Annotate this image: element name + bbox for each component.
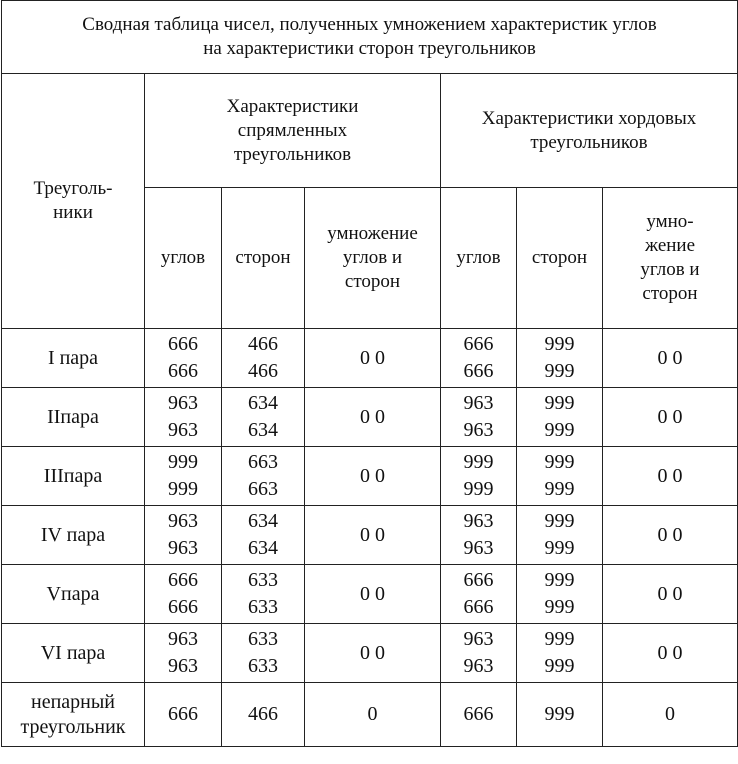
chord-mult-cell: 0 — [603, 683, 738, 747]
straight-angles-cell: 999 999 — [145, 447, 222, 506]
straight-mult-cell: 0 0 — [305, 506, 441, 565]
table-row-unpaired — [2, 683, 738, 747]
straight-mult-cell: 0 0 — [305, 329, 441, 388]
straight-mult-cell: 0 0 — [305, 565, 441, 624]
straight-angles-cell: 963 963 — [145, 624, 222, 683]
pair-label: VI пара — [2, 624, 145, 683]
table-row — [2, 329, 738, 388]
table-row — [2, 565, 738, 624]
table-row — [2, 506, 738, 565]
straight-mult-cell: 0 0 — [305, 388, 441, 447]
title-line-2: на характеристики сторон треугольников — [203, 38, 536, 59]
pair-label: IV пара — [2, 506, 145, 565]
chord-sides-cell: 999 999 — [517, 506, 603, 565]
straight-angles-cell: 666 666 — [145, 329, 222, 388]
chord-sides-cell: 999 999 — [517, 565, 603, 624]
pair-label: I пара — [2, 329, 145, 388]
chord-angles-cell: 666 — [441, 683, 517, 747]
title-line-1: Сводная таблица чисел, полученных умножением характеристик углов — [82, 14, 657, 35]
chord-sides-cell: 999 999 — [517, 447, 603, 506]
chord-sides-cell: 999 — [517, 683, 603, 747]
straight-mult-cell: 0 — [305, 683, 441, 747]
chord-angles-cell: 963 963 — [441, 388, 517, 447]
table-row — [2, 388, 738, 447]
header-straight-triangles: Характеристики спрямленных треугольников — [145, 74, 441, 188]
pair-label: IIпара — [2, 388, 145, 447]
chord-angles-cell: 666 666 — [441, 565, 517, 624]
table-title — [2, 1, 738, 74]
chord-mult-cell: 0 0 — [603, 624, 738, 683]
straight-mult-cell: 0 0 — [305, 624, 441, 683]
chord-angles-cell: 999 999 — [441, 447, 517, 506]
summary-table — [1, 0, 738, 747]
chord-sides-cell: 999 999 — [517, 388, 603, 447]
chord-sides-cell: 999 999 — [517, 329, 603, 388]
straight-angles-cell: 963 963 — [145, 506, 222, 565]
chord-mult-cell: 0 0 — [603, 565, 738, 624]
chord-mult-cell: 0 0 — [603, 506, 738, 565]
pair-label: Vпара — [2, 565, 145, 624]
subheader-angles: углов — [441, 188, 517, 329]
straight-sides-cell: 663 663 — [222, 447, 305, 506]
subheader-sides: сторон — [222, 188, 305, 329]
straight-angles-cell: 666 — [145, 683, 222, 747]
chord-angles-cell: 963 963 — [441, 624, 517, 683]
straight-sides-cell: 634 634 — [222, 388, 305, 447]
straight-angles-cell: 963 963 — [145, 388, 222, 447]
straight-sides-cell: 634 634 — [222, 506, 305, 565]
chord-mult-cell: 0 0 — [603, 329, 738, 388]
chord-angles-cell: 666 666 — [441, 329, 517, 388]
subheader-multiplication: умножение углов и сторон — [305, 188, 441, 329]
straight-sides-cell: 466 — [222, 683, 305, 747]
straight-angles-cell: 666 666 — [145, 565, 222, 624]
subheader-multiplication: умно- жение углов и сторон — [603, 188, 738, 329]
subheader-angles: углов — [145, 188, 222, 329]
straight-sides-cell: 466 466 — [222, 329, 305, 388]
header-triangles: Треуголь- ники — [2, 74, 145, 329]
header-chord-triangles: Характеристики хордовых треугольников — [441, 74, 738, 188]
straight-mult-cell: 0 0 — [305, 447, 441, 506]
table-row — [2, 624, 738, 683]
chord-angles-cell: 963 963 — [441, 506, 517, 565]
pair-label: IIIпара — [2, 447, 145, 506]
subheader-sides: сторон — [517, 188, 603, 329]
straight-sides-cell: 633 633 — [222, 565, 305, 624]
unpaired-label: непарный треугольник — [2, 683, 145, 747]
chord-mult-cell: 0 0 — [603, 447, 738, 506]
chord-mult-cell: 0 0 — [603, 388, 738, 447]
table-row — [2, 447, 738, 506]
straight-sides-cell: 633 633 — [222, 624, 305, 683]
chord-sides-cell: 999 999 — [517, 624, 603, 683]
